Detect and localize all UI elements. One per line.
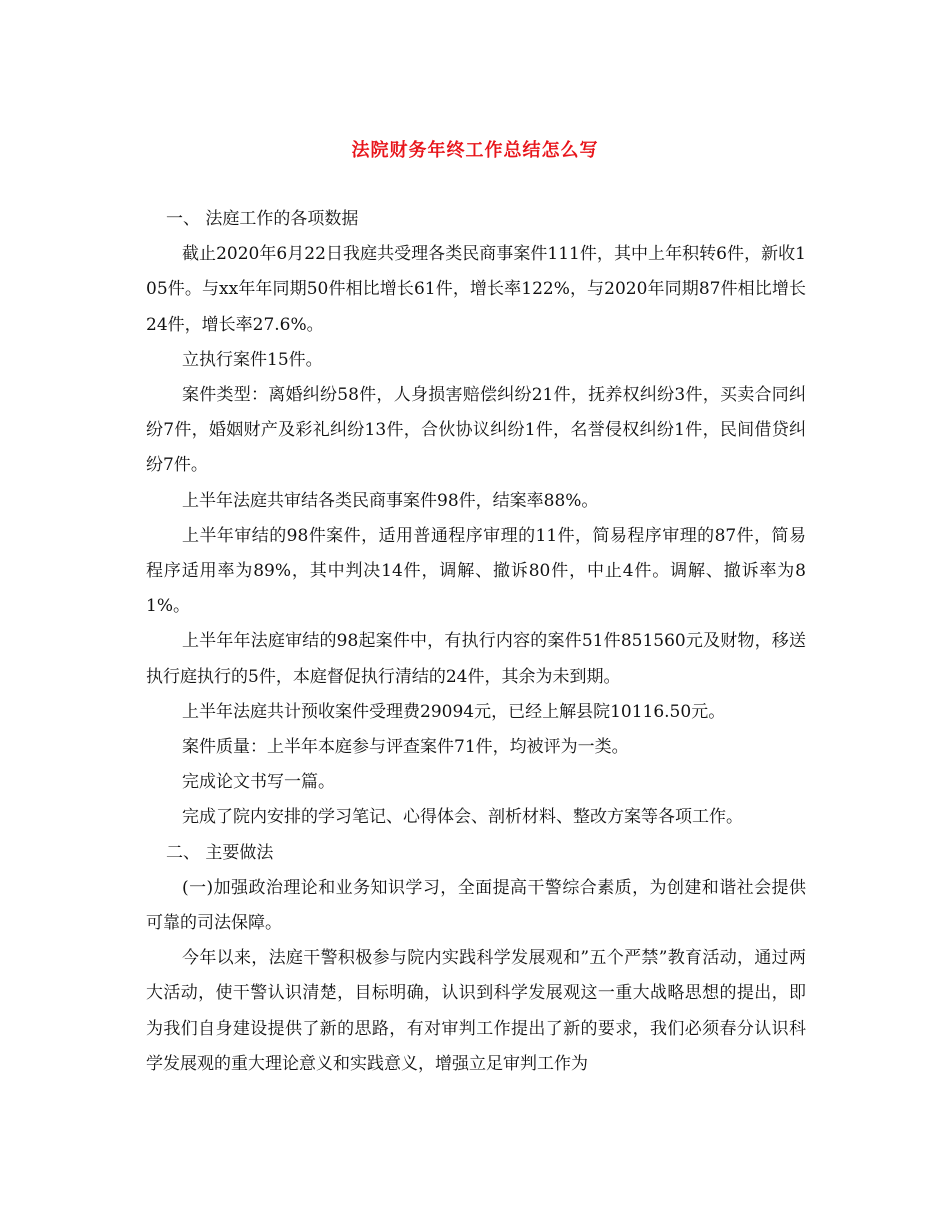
paragraph: 上半年法庭共审结各类民商事案件98件，结案率88%。 <box>182 490 599 511</box>
paragraph: (一)加强政治理论和业务知识学习，全面提高干警综合素质，为创建和谐社会提供可靠的司法保障。 <box>146 877 806 934</box>
paragraph: 案件质量：上半年本庭参与评查案件71件，均被评为一类。 <box>182 737 629 758</box>
paragraph: 案件类型：离婚纠纷58件，人身损害赔偿纠纷21件，抚养权纠纷3件，买卖合同纠纷7件，婚姻财产及彩礼纠纷13件，合伙协议纠纷1件，名誉侵权纠纷1件，民间借贷纠纷7件。 <box>146 385 806 476</box>
paragraph: 上半年审结的98件案件，适用普通程序审理的11件，简易程序审理的87件，简易程序适用率为89%，其中判决14件，调解、撤诉80件，中止4件。调解、撤诉率为81%。 <box>146 525 806 617</box>
section-heading-1: 一、 法庭工作的各项数据 <box>166 209 359 229</box>
section-heading-2: 二、 主要做法 <box>166 842 274 863</box>
paragraph: 完成论文书写一篇。 <box>182 772 335 793</box>
paragraph: 立执行案件15件。 <box>182 349 323 370</box>
paragraph: 上半年法庭共计预收案件受理费29094元，已经上解县院10116.50元。 <box>182 701 726 722</box>
paragraph: 完成了院内安排的学习笔记、心得体会、剖析材料、整改方案等各项工作。 <box>182 807 743 828</box>
paragraph: 今年以来，法庭干警积极参与院内实践科学发展观和”五个严禁”教育活动，通过两大活动，使干警认识清楚，目标明确，认识到科学发展观这一重大战略思想的提出，即为我们自身建设提供了新的思路，有对审判工作提出了新的要求，我们必须春分认识科学发展观的重大理论意义和实践意义，增强立足审判工作为 <box>146 948 806 1074</box>
paragraph: 截止2020年6月22日我庭共受理各类民商事案件111件，其中上年积转6件，新收105件。与xx年年同期50件相比增长61件，增长率122%，与2020年同期87件相比增长24件，增长率27.6%。 <box>146 244 806 335</box>
document-body <box>146 202 806 1082</box>
paragraph: 上半年年法庭审结的98起案件中，有执行内容的案件51件851560元及财物，移送执行庭执行的5件，本庭督促执行清结的24件，其余为未到期。 <box>146 631 806 687</box>
document-title: 法院财务年终工作总结怎么写 <box>351 140 599 161</box>
